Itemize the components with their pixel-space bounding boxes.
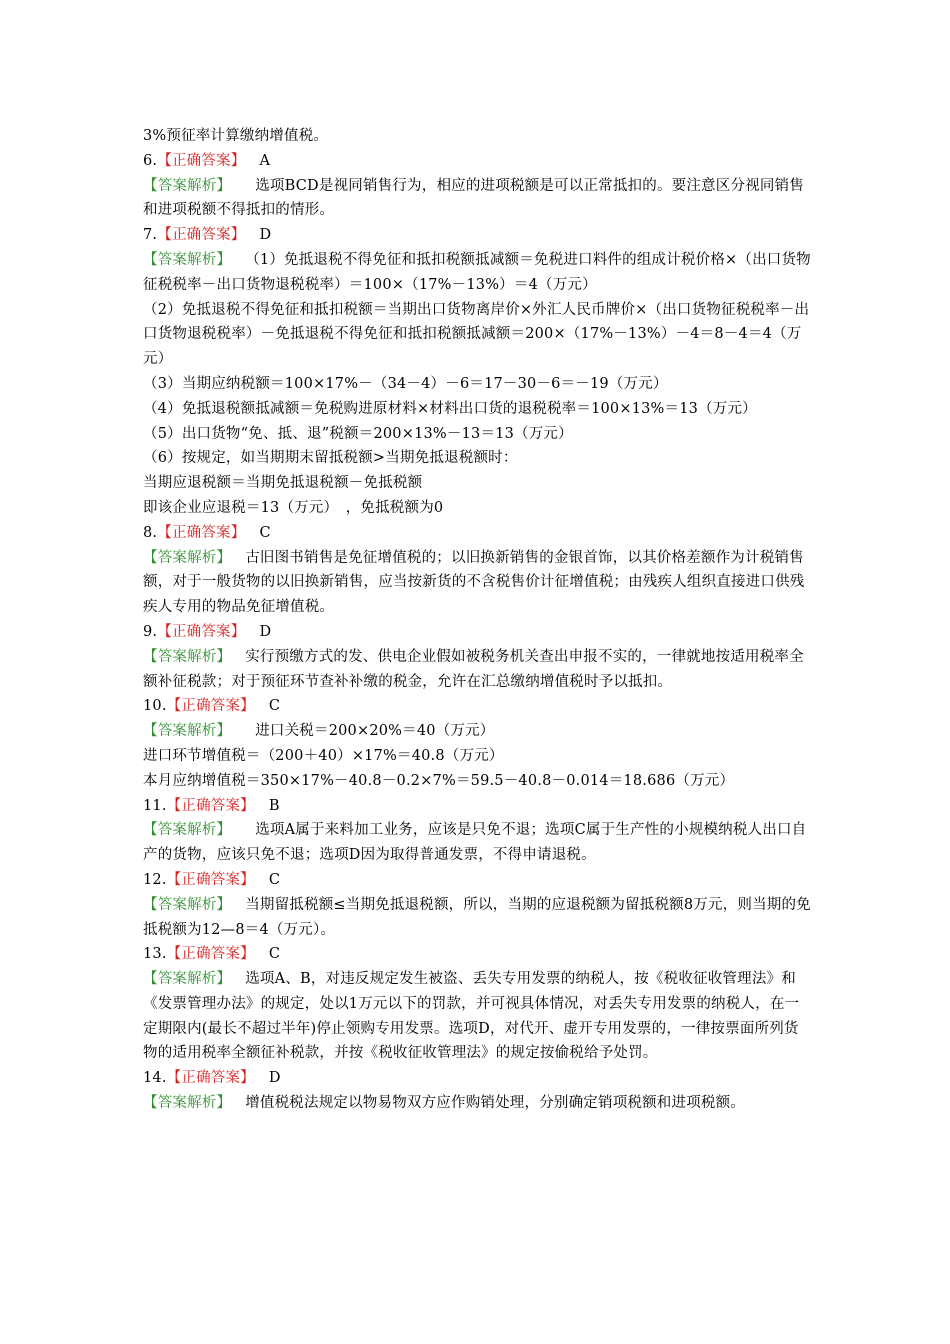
q8-number: 8. [143, 524, 158, 541]
intro-text: 3%预征率计算缴纳增值税。 [143, 128, 329, 144]
q9-number: 9. [143, 623, 158, 640]
q7-analysis-line [143, 248, 813, 298]
q7-analysis-label: 【答案解析】 [143, 251, 232, 268]
q11-answer: B [268, 797, 280, 814]
q9-analysis-line [143, 645, 813, 695]
q10-answer-line [143, 694, 813, 719]
q11-number: 11. [143, 797, 167, 814]
q8-answer: C [259, 524, 271, 541]
q10-answer: C [268, 698, 281, 715]
q11-answer-line [143, 794, 813, 819]
q13-answer: C [268, 946, 281, 963]
q6-correct-answer-label: 【正确答案】 [157, 152, 246, 169]
q7-paragraph-7: 当期应退税额＝当期免抵退税额－免抵税额 [143, 475, 423, 492]
q13-answer-line [143, 942, 813, 967]
q14-number: 14. [143, 1070, 167, 1087]
q12-correct-answer-label: 【正确答案】 [166, 871, 255, 888]
q6-answer-line [143, 149, 813, 174]
q12-answer-line [143, 868, 813, 893]
q9-correct-answer-label: 【正确答案】 [157, 623, 246, 640]
q11-analysis-line [143, 818, 813, 868]
q9-analysis-label: 【答案解析】 [143, 648, 232, 665]
q8-answer-line [143, 521, 813, 546]
q11-analysis: 选项A属于来料加工业务，应该是只免不退；选项C属于生产性的小规模纳税人出口自产的货物，应该只免不退；选项D因为取得普通发票，不得申请退税。 [143, 822, 807, 864]
q6-analysis-line [143, 174, 813, 224]
q11-correct-answer-label: 【正确答案】 [166, 797, 255, 814]
q13-analysis-label: 【答案解析】 [143, 971, 232, 988]
q7-analysis: （1）免抵退税不得免征和抵扣税额抵减额＝免税进口料件的组成计税价格×（出口货物征税税率－出口货物退税税率）＝100×（17%－13%）＝4（万元） [143, 251, 811, 293]
q12-number: 12. [143, 871, 167, 888]
q11-analysis-label: 【答案解析】 [143, 822, 232, 839]
q10-number: 10. [143, 698, 167, 715]
q14-correct-answer-label: 【正确答案】 [166, 1070, 255, 1087]
q8-analysis-label: 【答案解析】 [143, 549, 232, 566]
q7-paragraph-8: 即该企业应退税＝13（万元） ，免抵税额为0 [143, 499, 444, 516]
q9-answer: D [259, 623, 272, 640]
q7-paragraph-5: （5）出口货物“免、抵、退”税额＝200×13%－13＝13（万元） [143, 425, 573, 442]
q7-number: 7. [143, 227, 158, 244]
q6-number: 6. [143, 152, 158, 169]
q10-analysis: 进口关税＝200×20%＝40（万元） [255, 723, 495, 740]
q10-analysis-label: 【答案解析】 [143, 723, 232, 740]
document-page [143, 124, 813, 1116]
q9-answer-line [143, 620, 813, 645]
q10-paragraph-3: 本月应纳增值税＝350×17%－40.8－0.2×7%＝59.5－40.8－0.014＝18.686（万元） [143, 772, 735, 789]
q9-analysis: 实行预缴方式的发、供电企业假如被税务机关查出申报不实的，一律就地按适用税率全额补征税款；对于预征环节查补补缴的税金，允许在汇总缴纳增值税时予以抵扣。 [143, 648, 804, 690]
q14-analysis: 增值税税法规定以物易物双方应作购销处理，分别确定销项税额和进项税额。 [245, 1095, 745, 1112]
q6-analysis: 选项BCD是视同销售行为，相应的进项税额是可以正常抵扣的。要注意区分视同销售和进项税额不得抵扣的情形。 [143, 177, 804, 219]
q13-analysis-line [143, 967, 813, 1066]
q12-analysis-line [143, 893, 813, 943]
q14-analysis-label: 【答案解析】 [143, 1095, 232, 1112]
q12-analysis: 当期留抵税额≤当期免抵退税额，所以，当期的应退税额为留抵税额8万元，则当期的免抵税额为12—8＝4（万元）。 [143, 896, 811, 938]
q7-answer-line [143, 223, 813, 248]
q8-analysis-line [143, 546, 813, 620]
q7-paragraph-6: （6）按规定，如当期期末留抵税额>当期免抵退税额时： [143, 450, 518, 467]
q7-answer: D [259, 227, 272, 244]
q12-answer: C [268, 871, 281, 888]
q13-number: 13. [143, 946, 167, 963]
q7-paragraph-3: （3）当期应纳税额＝100×17%－（34－4）－6＝17－30－6＝－19（万元） [143, 375, 668, 392]
q7-correct-answer-label: 【正确答案】 [157, 227, 246, 244]
q10-analysis-line [143, 719, 813, 744]
q14-answer-line [143, 1066, 813, 1091]
q14-analysis-line [143, 1091, 813, 1116]
q14-answer: D [268, 1070, 281, 1087]
q7-paragraph-2: （2）免抵退税不得免征和抵扣税额＝当期出口货物离岸价×外汇人民币牌价×（出口货物征税税率－出口货物退税税率）－免抵退税不得免征和抵扣税额抵减额＝200×（17%－13%）－4＝8－4＝4（万元） [143, 301, 810, 368]
q7-paragraph-4: （4）免抵退税额抵减额＝免税购进原材料×材料出口货的退税税率＝100×13%＝13（万元） [143, 400, 757, 417]
q8-analysis: 古旧图书销售是免征增值税的；以旧换新销售的金银首饰，以其价格差额作为计税销售额，对于一般货物的以旧换新销售，应当按新货的不含税售价计征增值税；由残疾人组织直接进口供残疾人专用的物品免征增值税。 [143, 549, 805, 616]
q12-analysis-label: 【答案解析】 [143, 896, 232, 913]
q6-analysis-label: 【答案解析】 [143, 177, 232, 194]
q10-correct-answer-label: 【正确答案】 [166, 698, 255, 715]
q13-analysis: 选项A、B，对违反规定发生被盗、丢失专用发票的纳税人，按《税收征收管理法》和《发票管理办法》的规定，处以1万元以下的罚款，并可视具体情况，对丢失专用发票的纳税人，在一定期限内(最长不超过半年)停止领购专用发票。选项D，对代开、虚开专用发票的，一律按票面所列货物的适用税率全额征补税款，并按《税收征收管理法》的规定按偷税给予处罚。 [143, 971, 800, 1062]
q13-correct-answer-label: 【正确答案】 [166, 946, 255, 963]
q10-paragraph-2: 进口环节增值税＝（200＋40）×17%＝40.8（万元） [143, 747, 504, 764]
q6-answer: A [259, 152, 271, 169]
q8-correct-answer-label: 【正确答案】 [157, 524, 246, 541]
